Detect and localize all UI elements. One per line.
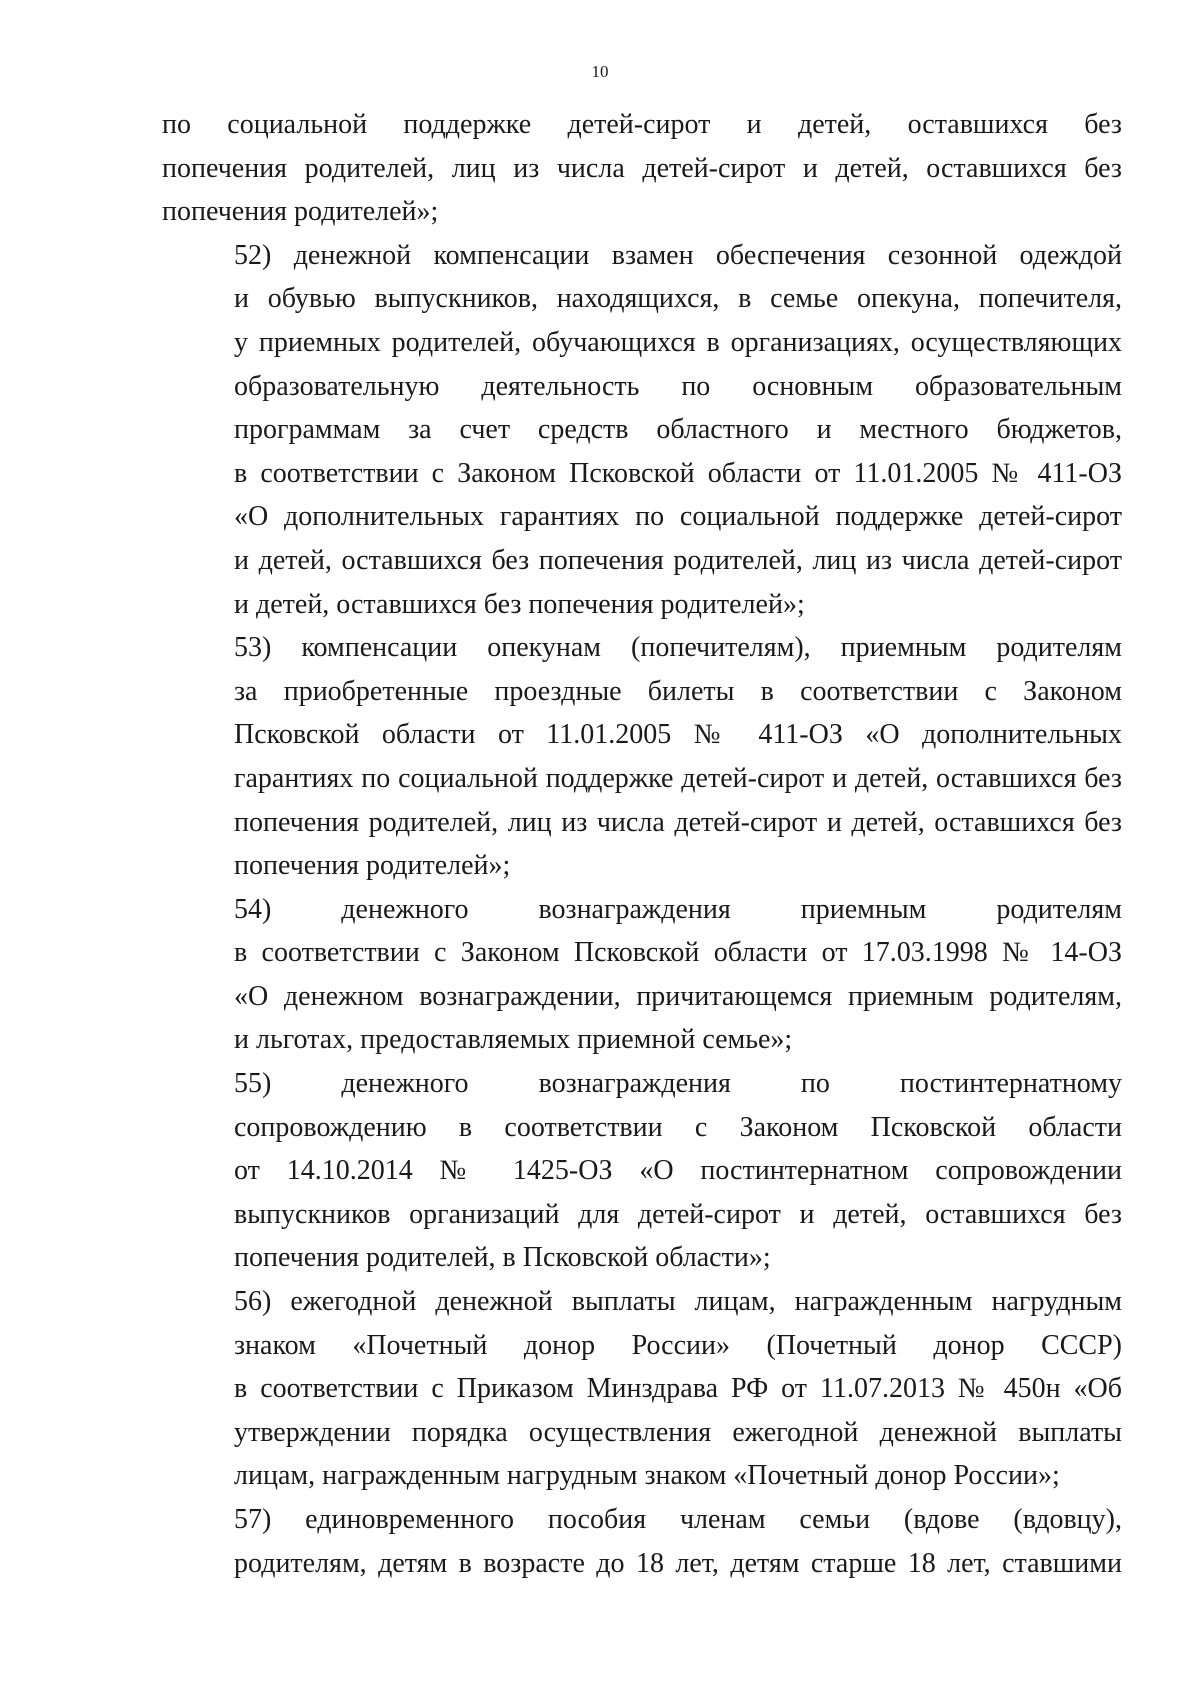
text-line: и детей, оставшихся без попечения родителей, лиц из числа детей-сирот [234, 544, 1122, 576]
paragraph [162, 1498, 1122, 1585]
text-line: попечения родителей»; [162, 196, 439, 228]
text-line: попечения родителей, лиц из числа детей-сирот и детей, оставшихся без [234, 806, 1122, 838]
text-line: и детей, оставшихся без попечения родителей»; [234, 588, 805, 620]
text-line: сопровождению в соответствии с Законом Псковской области [234, 1111, 1122, 1143]
text-line: 52) денежной компенсации взамен обеспечения сезонной одеждой [234, 239, 1122, 271]
text-line: 56) ежегодной денежной выплаты лицам, награжденным нагрудным [234, 1286, 1122, 1318]
text-line: «О денежном вознаграждении, причитающемся приемным родителям, [234, 980, 1122, 1012]
text-line: попечения родителей, в Псковской области»; [234, 1242, 771, 1274]
page-number: 10 [591, 62, 609, 81]
text-line: лицам, награжденным нагрудным знаком «Почетный донор России»; [234, 1460, 1060, 1492]
paragraph [162, 626, 1122, 888]
paragraph [162, 1280, 1122, 1498]
text-line: за приобретенные проездные билеты в соответствии с Законом [234, 675, 1122, 707]
text-line: 55) денежного вознаграждения по постинтернатному [234, 1068, 1122, 1100]
document-body [162, 103, 1122, 1585]
text-line: в соответствии с Законом Псковской области от 17.03.1998 № 14-ОЗ [234, 937, 1122, 969]
text-line: «О дополнительных гарантиях по социальной поддержке детей-сирот [234, 501, 1122, 533]
text-line: 57) единовременного пособия членам семьи (вдове (вдовцу), [234, 1504, 1122, 1535]
text-line: родителям, детям в возрасте до 18 лет, детям старше 18 лет, ставшими [234, 1547, 1122, 1579]
paragraph [162, 888, 1122, 1062]
text-line: у приемных родителей, обучающихся в организациях, осуществляющих [234, 326, 1122, 358]
text-line: образовательную деятельность по основным образовательным [234, 370, 1122, 402]
text-line: от 14.10.2014 № 1425-ОЗ «О постинтернатном сопровождении [234, 1155, 1122, 1187]
text-line: 54) денежного вознаграждения приемным родителям [234, 893, 1122, 925]
paragraph [162, 234, 1122, 626]
text-line: гарантиях по социальной поддержке детей-сирот и детей, оставшихся без [234, 762, 1122, 794]
text-line: в соответствии с Приказом Минздрава РФ от 11.07.2013 № 450н «Об [234, 1373, 1122, 1405]
text-line: и обувью выпускников, находящихся, в семье опекуна, попечителя, [234, 283, 1122, 315]
text-line: 53) компенсации опекунам (попечителям), приемным родителям [234, 632, 1122, 664]
text-line: знаком «Почетный донор России» (Почетный донор СССР) [234, 1329, 1122, 1361]
text-line: программам за счет средств областного и местного бюджетов, [234, 414, 1122, 446]
text-line: и льготах, предоставляемых приемной семье»; [234, 1024, 793, 1056]
paragraph [162, 103, 1122, 234]
paragraph [162, 1062, 1122, 1280]
text-line: по социальной поддержке детей-сирот и детей, оставшихся без [162, 109, 1122, 140]
text-line: выпускников организаций для детей-сирот и детей, оставшихся без [234, 1198, 1122, 1230]
text-line: утверждении порядка осуществления ежегодной денежной выплаты [234, 1416, 1122, 1448]
text-line: Псковской области от 11.01.2005 № 411-ОЗ «О дополнительных [234, 719, 1122, 751]
text-line: в соответствии с Законом Псковской области от 11.01.2005 № 411-ОЗ [234, 457, 1122, 489]
text-line: попечения родителей»; [234, 850, 511, 882]
text-line: попечения родителей, лиц из числа детей-сирот и детей, оставшихся без [162, 152, 1122, 184]
